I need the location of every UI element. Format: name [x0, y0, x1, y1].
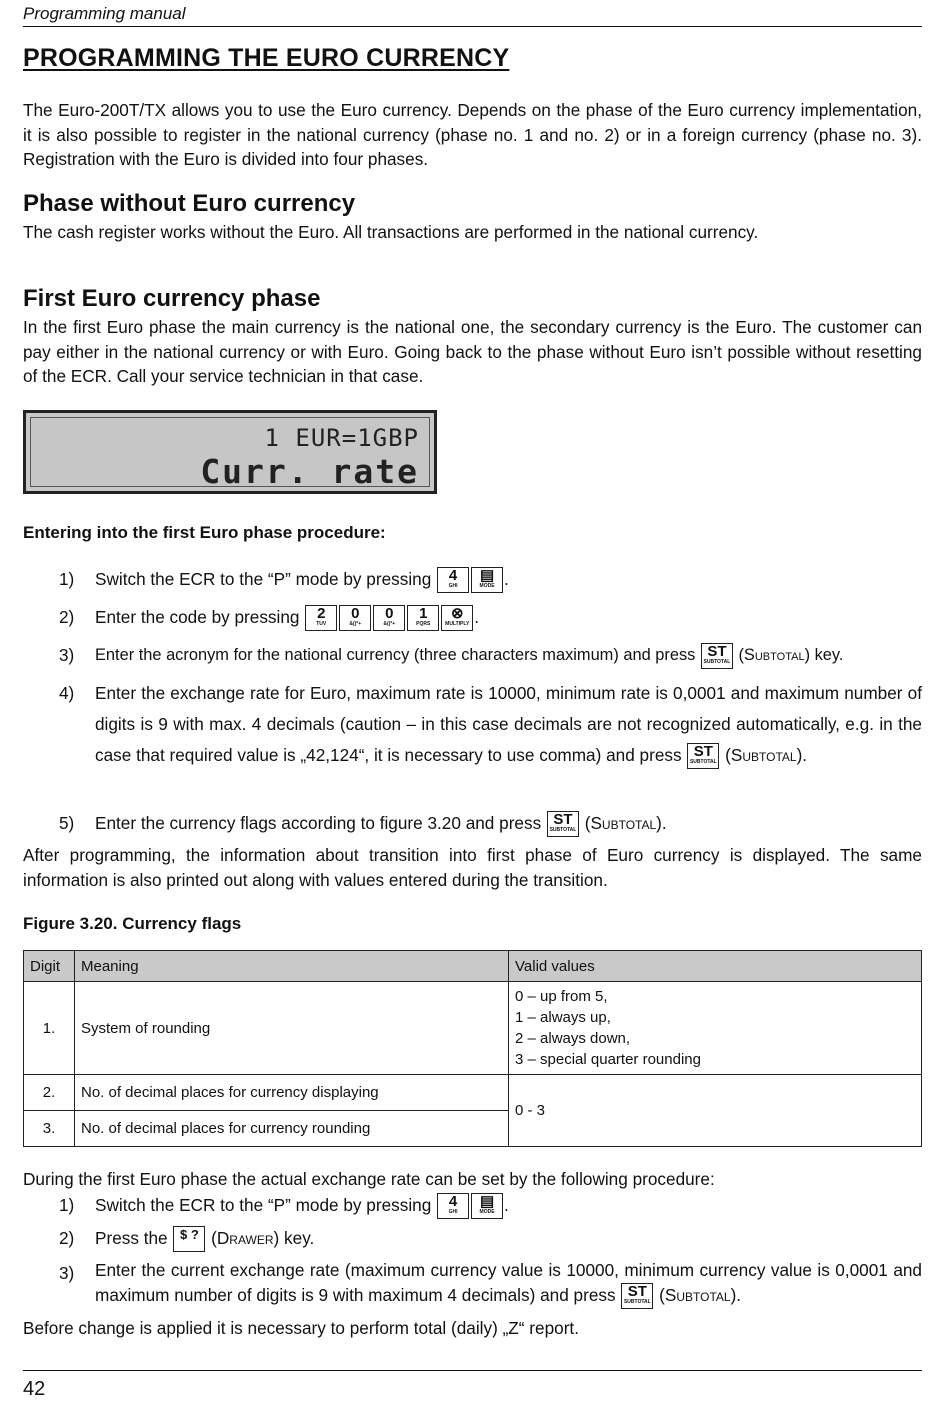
- page-header: [23, 4, 922, 27]
- step-number: 3): [59, 1263, 75, 1283]
- table-row: [24, 1075, 922, 1111]
- currency-flags-table: [23, 950, 922, 1147]
- key-0-icon: 0 &()*+: [373, 605, 405, 631]
- header-meaning: Meaning: [75, 951, 509, 982]
- cell-meaning: No. of decimal places for currency rounding: [75, 1111, 509, 1147]
- step-text: Enter the current exchange rate (maximum currency value is 10000, minimum currency value is 0,0001 and maximum number of digits is 9 with maximum 4 decimals) and press ST SUBTOTAL (Subtotal).: [95, 1258, 922, 1309]
- lcd-line2: Curr. rate: [200, 452, 419, 491]
- lcd-display: [23, 410, 437, 494]
- step-label: Switch the ECR to the “P” mode by pressing: [95, 569, 432, 589]
- cell-digit: 2.: [24, 1075, 75, 1111]
- mode-key-icon: ▤ MODE: [471, 567, 503, 593]
- subtotal-key-icon: ST SUBTOTAL: [621, 1283, 653, 1309]
- header-title: Programming manual: [23, 4, 186, 23]
- cell-meaning: No. of decimal places for currency displaying: [75, 1075, 509, 1111]
- header-valid-values: Valid values: [509, 951, 922, 982]
- step-text: Switch the ECR to the “P” mode by pressing 4 GHI ▤ MODE .: [95, 1190, 922, 1221]
- step-text: Enter the acronym for the national currency (three characters maximum) and press ST SUBTOTAL (Subtotal) key.: [95, 640, 922, 671]
- key-1-icon: 1 PQRS: [407, 605, 439, 631]
- step-text: Enter the exchange rate for Euro, maximum rate is 10000, minimum rate is 0,0001 and maximum number of digits is 9 with max. 4 decimals (caution – in this case decimals are not recognized automatically, e.g. in the case that required value is „42,124“, it is necessary to use comma) and press ST SUBTOTAL (Subtotal).: [95, 678, 922, 771]
- subtotal-key-name: (Subtotal): [659, 1284, 737, 1305]
- step-text: Press the $ ? (Drawer) key.: [95, 1223, 922, 1254]
- figure-caption: Figure 3.20. Currency flags: [23, 914, 242, 933]
- phase0-text: The cash register works without the Euro. All transactions are performed in the national currency.: [23, 222, 759, 242]
- value-line: 0 – up from 5,: [515, 988, 608, 1005]
- phase0-title: Phase without Euro currency: [23, 190, 356, 217]
- subtotal-key-name: (Subtotal): [584, 813, 662, 833]
- step-number: 5): [59, 813, 75, 833]
- step-label: Enter the code by pressing: [95, 607, 300, 627]
- subtotal-key-icon: ST SUBTOTAL: [687, 743, 719, 769]
- section-title: PROGRAMMING THE EURO CURRENCY: [23, 44, 510, 72]
- subtotal-key-name: (Subtotal): [725, 745, 803, 765]
- step-number: 2): [59, 1228, 75, 1248]
- after-programming-text: After programming, the information about transition into first phase of Euro currency is displayed. The same information is also printed out along with values entered during the transition.: [23, 845, 922, 890]
- step-number: 4): [59, 683, 75, 703]
- step-number: 2): [59, 607, 75, 627]
- footer-divider: [23, 1370, 922, 1371]
- mode-key-icon: ▤ MODE: [471, 1193, 503, 1219]
- cell-valid-values: 0 - 3: [509, 1075, 922, 1147]
- key-0-icon: 0 &()*+: [339, 605, 371, 631]
- page-number: 42: [23, 1378, 46, 1400]
- key-4-icon: 4 GHI: [437, 567, 469, 593]
- lcd-screen: [30, 417, 430, 491]
- phase1-text: In the first Euro phase the main currency is the national one, the secondary currency is the Euro. The customer can pay either in the national currency or with Euro. Going back to the phase without Euro isn’t possible without resetting of the ECR. Call your service technician in that case.: [23, 317, 922, 386]
- step-number: 1): [59, 569, 75, 589]
- table-row: [24, 982, 922, 1075]
- subtotal-key-icon: ST SUBTOTAL: [547, 811, 579, 837]
- intro-paragraph: The Euro-200T/TX allows you to use the Euro currency. Depends on the phase of the Euro currency implementation, it is also possible to register in the national currency (phase no. 1 and no. 2) or in a foreign currency (phase no. 3). Registration with the Euro is divided into four phases.: [23, 100, 922, 169]
- step-label: Enter the exchange rate for Euro, maximum rate is 10000, minimum rate is 0,0001 and maximum number of digits is 9 with max. 4 decimals (caution – in this case decimals are not recognized automatically, e.g. in the case that required value is „42,124“, it is necessary to use comma) and press: [95, 683, 922, 765]
- key-4-icon: 4 GHI: [437, 1193, 469, 1219]
- value-line: 3 – special quarter rounding: [515, 1051, 701, 1068]
- step-label: Enter the currency flags according to figure 3.20 and press: [95, 813, 542, 833]
- drawer-key-icon: $ ?: [173, 1226, 205, 1252]
- cell-digit: 3.: [24, 1111, 75, 1147]
- step-label: Switch the ECR to the “P” mode by pressing: [95, 1195, 432, 1215]
- lcd-line1: 1 EUR=1GBP: [264, 424, 419, 452]
- value-line: 1 – always up,: [515, 1009, 611, 1026]
- cell-meaning: System of rounding: [75, 982, 509, 1075]
- rate-procedure-intro: During the first Euro phase the actual exchange rate can be set by the following procedure:: [23, 1169, 715, 1189]
- step-label: Press the: [95, 1228, 168, 1248]
- step-label: Enter the current exchange rate (maximum currency value is 10000, minimum currency value is 0,0001 and maximum number of digits is 9 with maximum 4 decimals) and press: [95, 1260, 922, 1305]
- key-2-icon: 2 TUV: [305, 605, 337, 631]
- cell-valid-values: [509, 982, 922, 1075]
- table-header-row: [24, 951, 922, 982]
- phase1-title: First Euro currency phase: [23, 285, 321, 312]
- multiply-key-icon: ⊗ MULTIPLY: [441, 605, 473, 631]
- step-text: Enter the code by pressing 2 TUV 0 &()*+ 0 &()*+ 1 PQRS ⊗ MULTIPLY .: [95, 602, 922, 633]
- cell-digit: 1.: [24, 982, 75, 1075]
- step-label: Enter the acronym for the national currency (three characters maximum) and press: [95, 646, 696, 664]
- step-text: Switch the ECR to the “P” mode by pressing 4 GHI ▤ MODE .: [95, 564, 922, 595]
- procedure-title: Entering into the first Euro phase procedure:: [23, 523, 386, 542]
- subtotal-key-icon: ST SUBTOTAL: [701, 643, 733, 669]
- drawer-key-name: (Drawer): [211, 1228, 280, 1248]
- subtotal-key-name: (Subtotal): [738, 646, 811, 664]
- closing-text: Before change is applied it is necessary to perform total (daily) „Z“ report.: [23, 1318, 579, 1338]
- step-number: 1): [59, 1195, 75, 1215]
- step-text: Enter the currency flags according to figure 3.20 and press ST SUBTOTAL (Subtotal).: [95, 808, 922, 839]
- value-line: 2 – always down,: [515, 1030, 631, 1047]
- step-number: 3): [59, 645, 75, 665]
- header-digit: Digit: [24, 951, 75, 982]
